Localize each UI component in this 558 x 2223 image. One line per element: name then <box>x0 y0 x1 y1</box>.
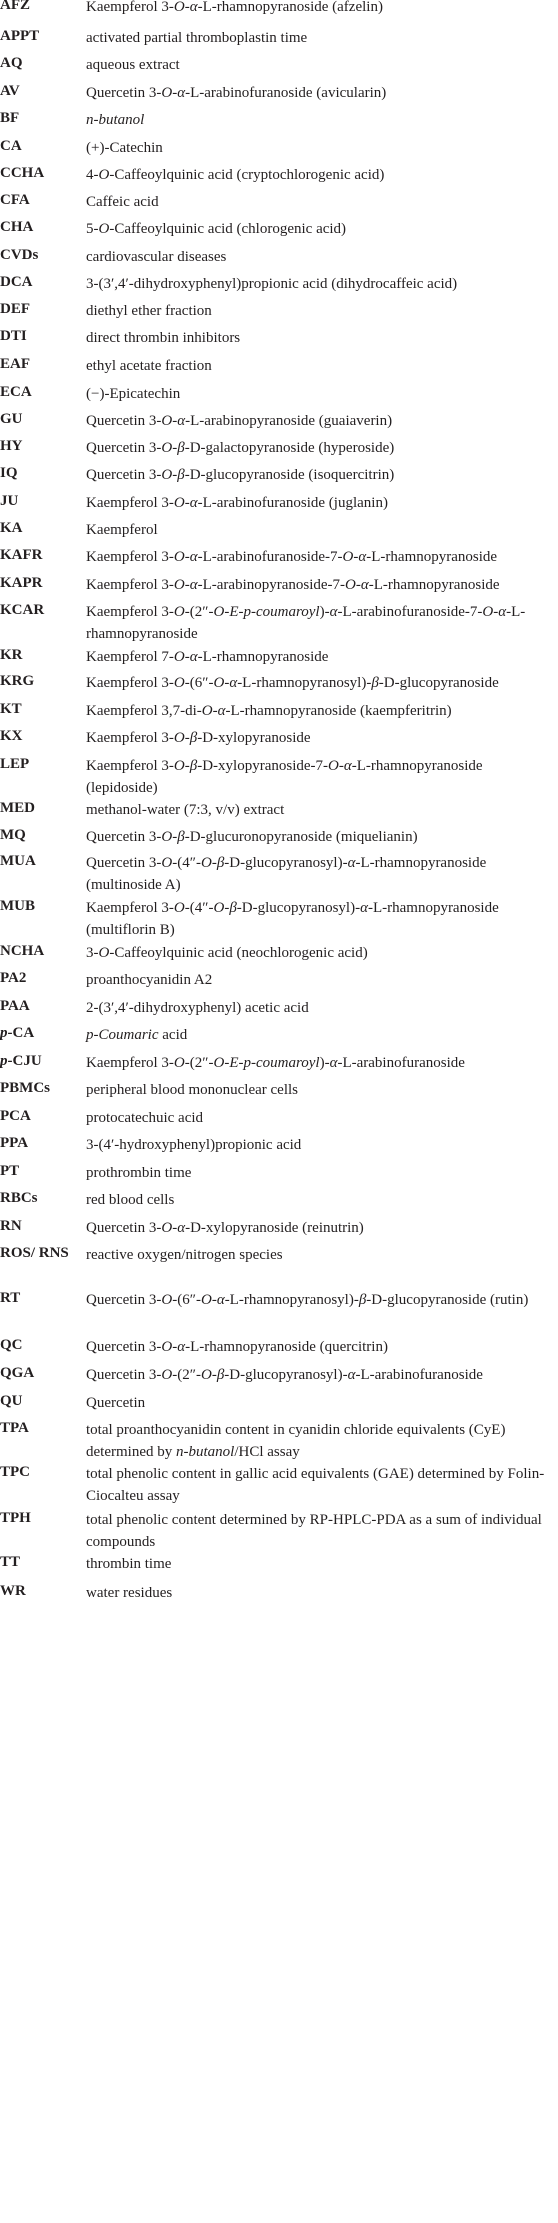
abbreviation: AFZ <box>0 0 30 13</box>
definition: Kaempferol 7-O-α-L-rhamnopyranoside <box>86 649 329 665</box>
abbreviation: RT <box>0 1290 21 1306</box>
definition: (−)-Epicatechin <box>86 386 181 402</box>
abbreviation: TT <box>0 1554 21 1570</box>
abbreviation: MUA <box>0 853 36 869</box>
abbreviation: KRG <box>0 673 35 689</box>
definition: Quercetin 3-O-β-D-glucuronopyranoside (miquelianin) <box>86 829 418 845</box>
abbreviation: WR <box>0 1583 26 1599</box>
definition: thrombin time <box>86 1556 172 1572</box>
abbreviation: KCAR <box>0 602 45 618</box>
definition: Kaempferol 3-O-(6″-O-α-L-rhamnopyranosyl)-β-D-glucopyranoside <box>86 675 499 691</box>
abbreviation: CCHA <box>0 165 45 181</box>
definition: Kaempferol 3-O-α-L-arabinopyranoside-7-O-α-L-rhamnopyranoside <box>86 577 500 593</box>
definition: Kaempferol <box>86 522 158 538</box>
definition: 4-O-Caffeoylquinic acid (cryptochlorogenic acid) <box>86 167 385 183</box>
abbreviation: APPT <box>0 28 40 44</box>
abbreviation: p-CJU <box>0 1053 42 1069</box>
definition: peripheral blood mononuclear cells <box>86 1082 299 1098</box>
definition: Quercetin 3-O-(4″-O-β-D-glucopyranosyl)-α-L-rhamnopyranoside (multinoside A) <box>86 855 487 893</box>
definition: Kaempferol 3-O-α-L-arabinofuranoside-7-O-α-L-rhamnopyranoside <box>86 549 498 565</box>
definition: protocatechuic acid <box>86 1110 204 1126</box>
definition: (+)-Catechin <box>86 140 163 156</box>
abbreviation: KAFR <box>0 547 43 563</box>
abbreviation: PBMCs <box>0 1080 50 1096</box>
definition: 5-O-Caffeoylquinic acid (chlorogenic acid) <box>86 221 347 237</box>
definition: 3-(3′,4′-dihydroxyphenyl)propionic acid (dihydrocaffeic acid) <box>86 276 458 292</box>
abbreviation: KR <box>0 647 23 663</box>
abbreviation: EAF <box>0 356 30 372</box>
abbreviation: DTI <box>0 328 27 344</box>
abbreviation: KX <box>0 728 23 744</box>
definition: diethyl ether fraction <box>86 303 212 319</box>
abbreviation: AV <box>0 83 20 99</box>
abbreviation: MED <box>0 800 35 816</box>
abbreviation: CA <box>0 138 22 154</box>
definition: red blood cells <box>86 1192 175 1208</box>
abbreviation: RBCs <box>0 1190 38 1206</box>
abbreviation: MQ <box>0 827 26 843</box>
definition: 2-(3′,4′-dihydroxyphenyl) acetic acid <box>86 1000 309 1016</box>
definition: total phenolic content in gallic acid equivalents (GAE) determined by Folin-Ciocalteu assay <box>86 1466 545 1504</box>
definition: aqueous extract <box>86 57 180 73</box>
definition: Quercetin <box>86 1395 146 1411</box>
definition: Quercetin 3-O-β-D-galactopyranoside (hyperoside) <box>86 440 395 456</box>
definition: n-butanol <box>86 112 145 128</box>
definition: Kaempferol 3-O-β-D-xylopyranoside-7-O-α-L-rhamnopyranoside (lepidoside) <box>86 758 483 796</box>
abbreviation: ROS/ RNS <box>0 1245 69 1261</box>
definition: Kaempferol 3-O-(4″-O-β-D-glucopyranosyl)-α-L-rhamnopyranoside (multiflorin B) <box>86 900 499 938</box>
abbreviation: KT <box>0 701 22 717</box>
abbreviation: TPA <box>0 1420 29 1436</box>
definition: Kaempferol 3-O-β-D-xylopyranoside <box>86 730 311 746</box>
definition: Kaempferol 3-O-(2″-O-E-p-coumaroyl)-α-L-arabinofuranoside-7-O-α-L-rhamnopyranoside <box>86 604 526 642</box>
definition: Quercetin 3-O-α-L-rhamnopyranoside (quercitrin) <box>86 1339 388 1355</box>
abbreviation: LEP <box>0 756 30 772</box>
definition: 3-(4′-hydroxyphenyl)propionic acid <box>86 1137 302 1153</box>
abbreviation: AQ <box>0 55 23 71</box>
abbreviation: CHA <box>0 219 34 235</box>
definition: methanol-water (7:3, v/v) extract <box>86 802 285 818</box>
definition: prothrombin time <box>86 1165 192 1181</box>
abbreviation: PPA <box>0 1135 29 1151</box>
definition: 3-O-Caffeoylquinic acid (neochlorogenic acid) <box>86 945 368 961</box>
definition: Quercetin 3-O-α-D-xylopyranoside (reinutrin) <box>86 1220 364 1236</box>
definition: Quercetin 3-O-α-L-arabinopyranoside (guaiaverin) <box>86 413 393 429</box>
abbreviation: DEF <box>0 301 30 317</box>
definition: Kaempferol 3-O-α-L-rhamnopyranoside (afzelin) <box>86 0 383 15</box>
definition: water residues <box>86 1585 173 1601</box>
abbreviation: HY <box>0 438 23 454</box>
abbreviation: CVDs <box>0 247 39 263</box>
abbreviation: PA2 <box>0 970 27 986</box>
abbreviation: p-CA <box>0 1025 35 1041</box>
abbreviation: GU <box>0 411 23 427</box>
definition: Caffeic acid <box>86 194 159 210</box>
abbreviation: DCA <box>0 274 33 290</box>
definition: Quercetin 3-O-β-D-glucopyranoside (isoquercitrin) <box>86 467 395 483</box>
abbreviation: PCA <box>0 1108 31 1124</box>
abbreviation: NCHA <box>0 943 45 959</box>
definition: Quercetin 3-O-(6″-O-α-L-rhamnopyranosyl)-β-D-glucopyranoside (rutin) <box>86 1292 529 1308</box>
definition: Kaempferol 3-O-(2″-O-E-p-coumaroyl)-α-L-arabinofuranoside <box>86 1055 465 1071</box>
definition: total proanthocyanidin content in cyanidin chloride equivalents (CyE) determined by n-butanol/HCl assay <box>86 1422 506 1460</box>
definition: activated partial thromboplastin time <box>86 30 308 46</box>
abbreviation: IQ <box>0 465 18 481</box>
abbreviation: PT <box>0 1163 20 1179</box>
abbreviation: QGA <box>0 1365 35 1381</box>
abbreviation: ECA <box>0 384 32 400</box>
definition: Quercetin 3-O-α-L-arabinofuranoside (avicularin) <box>86 85 387 101</box>
definition: Kaempferol 3,7-di-O-α-L-rhamnopyranoside (kaempferitrin) <box>86 703 452 719</box>
abbreviation: QC <box>0 1337 23 1353</box>
abbreviation: MUB <box>0 898 35 914</box>
abbreviation: PAA <box>0 998 30 1014</box>
definition: reactive oxygen/nitrogen species <box>86 1247 283 1263</box>
definition: ethyl acetate fraction <box>86 358 212 374</box>
definition: p-Coumaric acid <box>86 1027 188 1043</box>
abbreviation: TPH <box>0 1510 31 1526</box>
abbreviation: TPC <box>0 1464 30 1480</box>
abbreviation: QU <box>0 1393 23 1409</box>
abbreviation: BF <box>0 110 20 126</box>
definition: Quercetin 3-O-(2″-O-β-D-glucopyranosyl)-α-L-arabinofuranoside <box>86 1367 483 1383</box>
abbreviation: JU <box>0 493 19 509</box>
definition: total phenolic content determined by RP-HPLC-PDA as a sum of individual compounds <box>86 1512 542 1550</box>
definition: cardiovascular diseases <box>86 249 227 265</box>
definition: proanthocyanidin A2 <box>86 972 213 988</box>
abbreviation: CFA <box>0 192 30 208</box>
definition: direct thrombin inhibitors <box>86 330 241 346</box>
definition: Kaempferol 3-O-α-L-arabinofuranoside (juglanin) <box>86 495 388 511</box>
abbreviation: RN <box>0 1218 22 1234</box>
abbreviation: KA <box>0 520 23 536</box>
abbreviation: KAPR <box>0 575 43 591</box>
